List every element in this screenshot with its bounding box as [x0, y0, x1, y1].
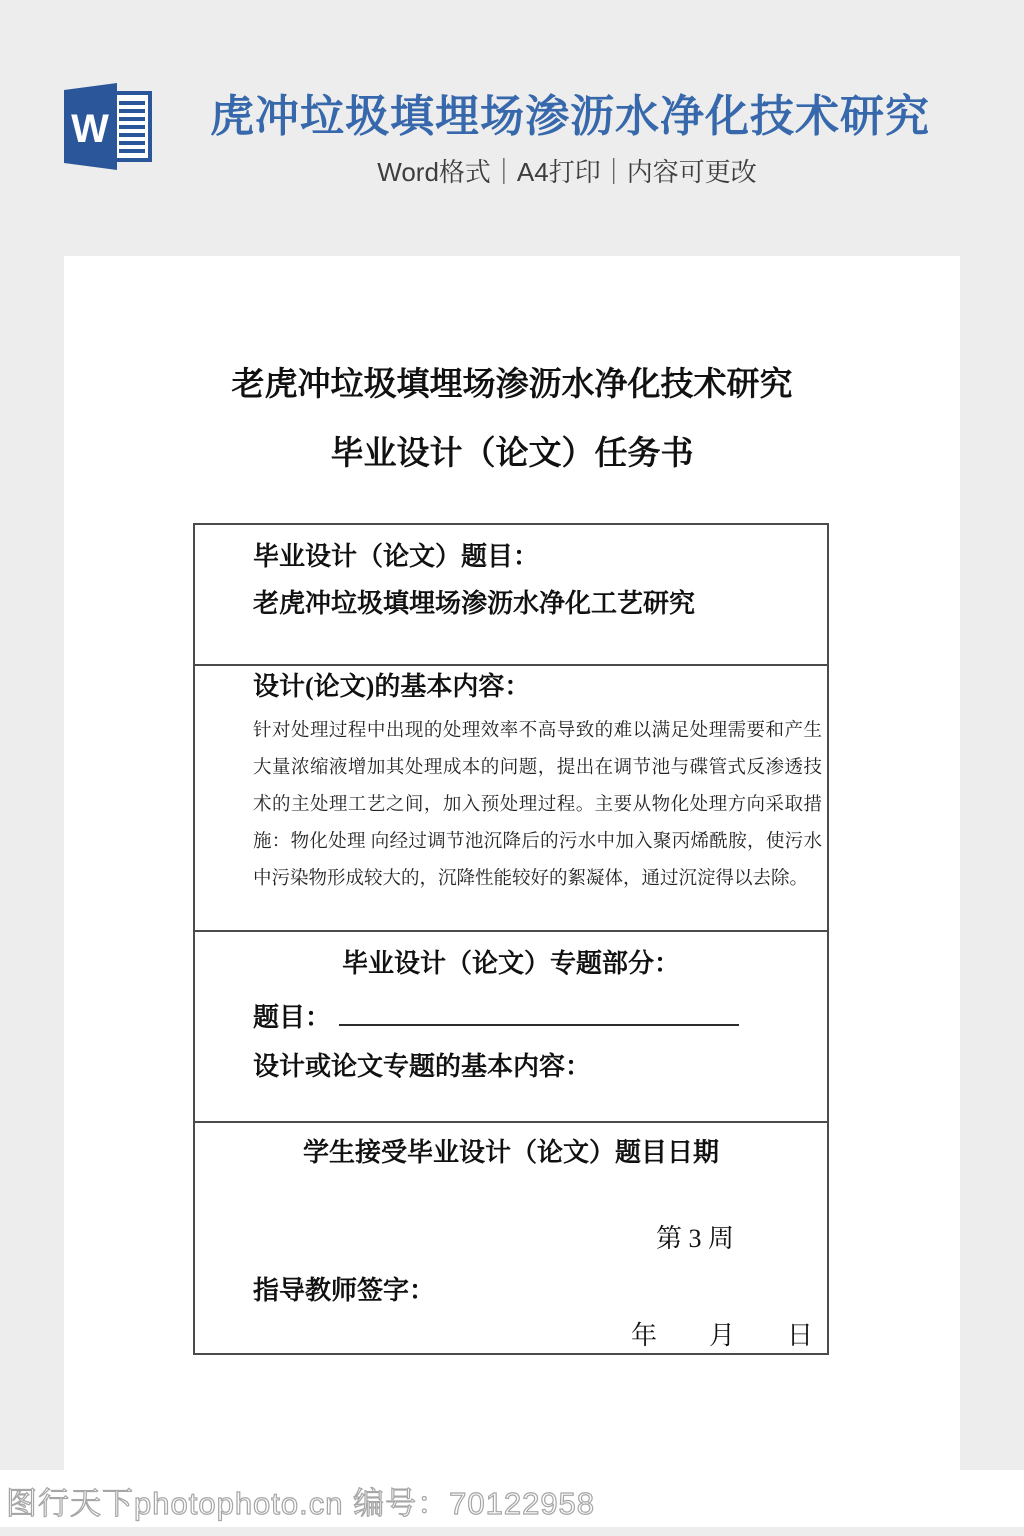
topic-underline	[339, 1000, 739, 1026]
word-icon	[63, 82, 153, 172]
document-title-line2: 毕业设计（论文）任务书	[330, 436, 694, 472]
topic-line	[253, 1000, 739, 1034]
date-heading: 学生接受毕业设计（论文）题目日期	[302, 1138, 719, 1167]
year-month-day-line: 年 月 日	[631, 1321, 814, 1350]
week-value: 第 3 周	[656, 1224, 735, 1253]
task-table	[193, 523, 829, 1355]
header-subtitle: Word格式｜A4打印｜内容可更改	[377, 157, 757, 187]
thesis-title-value: 老虎冲垃圾填埋场渗沥水净化工艺研究	[253, 589, 696, 618]
teacher-signature-label: 指导教师签字：	[253, 1276, 436, 1305]
watermark-bar	[0, 1470, 1024, 1527]
table-row-title	[195, 525, 827, 664]
watermark-text: 图行天下photophoto.cn 编号：70122958	[6, 1486, 596, 1521]
special-heading: 毕业设计（论文）专题部分：	[341, 949, 680, 978]
header-title: 虎冲垃圾填埋场渗沥水净化技术研究	[210, 92, 930, 141]
table-row-special	[195, 930, 827, 1121]
special-content-label: 设计或论文专题的基本内容：	[253, 1052, 592, 1081]
content-body: 针对处理过程中出现的处理效率不高导致的难以满足处理需要和产生大量浓缩液增加其处理成本的问题，提出在调节池与碟管式反渗透技术的主处理工艺之间，加入预处理过程。主要从物化处理方向采取措施：物化处理 向经过调节池沉降后的污水中加入聚丙烯酰胺，使污水中污染物形成较大的，沉降性能较好的絮凝体，通过沉淀得以去除。	[253, 721, 822, 889]
table-row-date	[195, 1121, 827, 1353]
table-row-content	[195, 664, 827, 930]
document-title-line1: 老虎冲垃圾填埋场渗沥水净化技术研究	[231, 367, 793, 403]
thesis-title-label: 毕业设计（论文）题目：	[253, 542, 540, 571]
document-page	[64, 256, 960, 1470]
content-heading: 设计(论文)的基本内容：	[253, 672, 531, 701]
word-icon-letter: W	[71, 107, 109, 151]
topic-label: 题目：	[253, 1003, 332, 1032]
